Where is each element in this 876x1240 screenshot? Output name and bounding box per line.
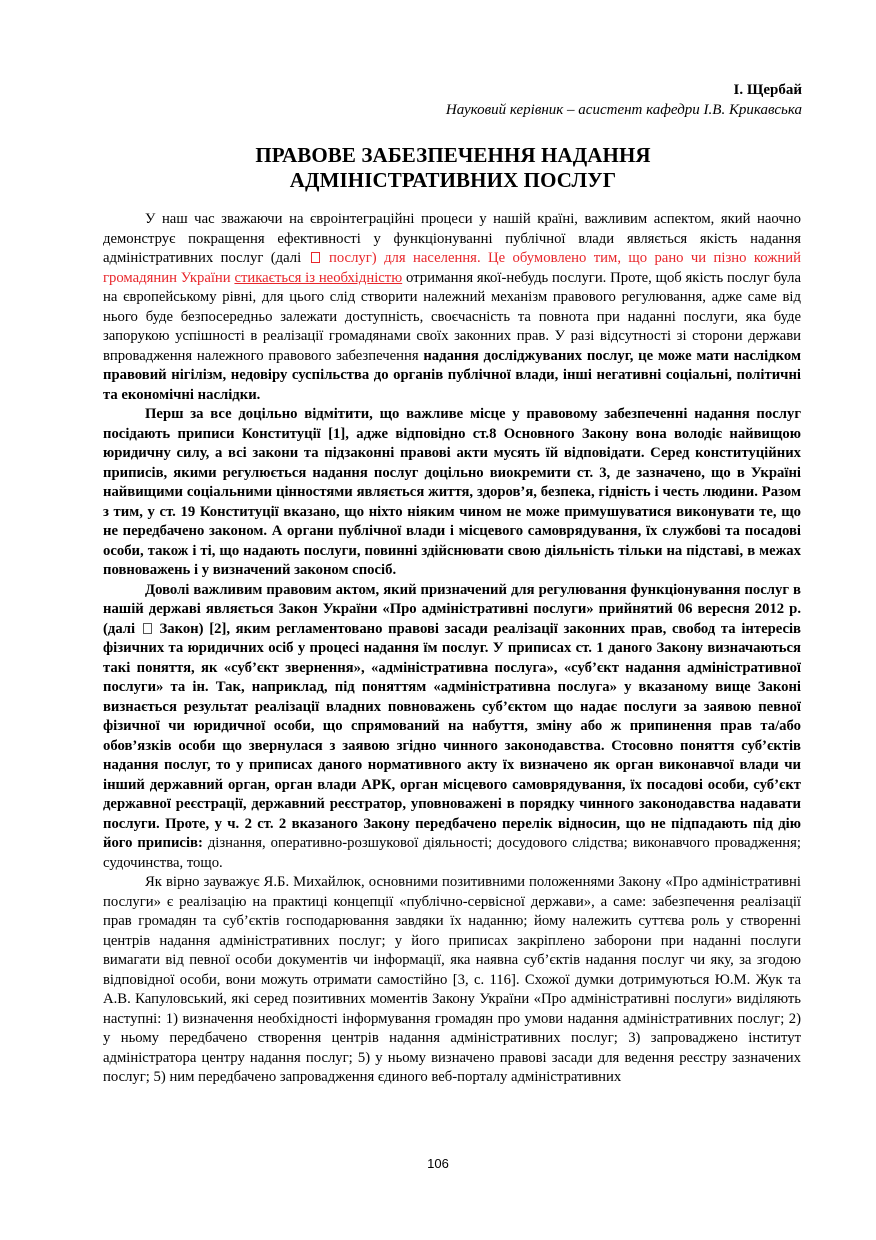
- missing-glyph-icon: [143, 623, 152, 634]
- paragraph-4: Як вірно зауважує Я.Б. Михайлюк, основними позитивними положеннями Закону «Про адміністративні послуги» є реалізацію на практиці концепції «публічно-сервісної держави», а саме: забезпечення реалізації прав громадян та суб’єктів господарювання завдяки їх наданню; йому належить суттєва роль у створенні центрів надання адміністративних послуг; у його приписах закріплено заборони при наданні послуги вимагати від певної особи документів чи інформації, яка наявна суб’єктів надання послуг чи яку, за згодою відповідної особи, вони можуть отримати самостійно [3, с. 116]. Схожої думки дотримуються Ю.М. Жук та А.В. Капуловський, які серед позитивних моментів Закону України «Про адміністративні послуги» виділяють наступні: 1) визначення необхідності інформування громадян про умови надання адміністративних послуг; 2) у ньому передбачено створення центрів надання адміністративних послуг; 3) запроваджено інститут адміністратора центру надання послуг; 5) у ньому визначено правові засади для ведення реєстру зазначених послуг; 5) ним передбачено запровадження єдиного веб-порталу адміністративних: [103, 874, 801, 1085]
- p1-text-d: отримання якої-небудь послуги. Проте, щоб якість послуг була на європейському рівні, для цього слід створити належний механізм правового регулювання, адже саме від нього буде безпосередньо залежати доступність, своєчасність та повнота при наданні послуги, яка буде запорукою успішності в реалізації громадянами своїх законних прав. У разі відсутності зі сторони держави впровадження належного правового забезпечення: [103, 269, 801, 364]
- p3-text-c: дізнання, оперативно-розшукової діяльності; досудового слідства; виконавчого провадження; судочинства, тощо.: [103, 835, 801, 871]
- p1-text-b: послуг) для населення. Це обумовлено тим, що рано чи пізно кожний громадянин України: [103, 250, 801, 286]
- p1-text-c: стикається із необхідністю: [234, 269, 403, 286]
- paragraph-2: Перш за все доцільно відмітити, що важливе місце у правовому забезпеченні надання послуг посідають приписи Конституції [1], адже відповідно ст.8 Основного Закону вона володіє найвищою юридичну силу, а всі закони та підзаконні правові акти мусять їй відповідати. Серед конституційних приписів, якими регулюється надання послуг доцільно виокремити ст. 3, де зазначено, що в Україні найвищими соціальними цінностями являється життя, здоров’я, безпека, гідність і честь людини. Разом з тим, у ст. 19 Конституції вказано, що ніхто ніяким чином не може примушуватися виконувати те, що не передбачено законом. А органи публічної влади і місцевого самоврядування, їх службові та посадові особи, також і ті, що надають послуги, повинні здійснювати свою діяльність тільки на підставі, в межах повноважень і у визначений законом спосіб.: [103, 406, 801, 578]
- p3-text-b: Закон) [2], яким регламентовано правові засади реалізації законних прав, свобод та інтересів фізичних та юридичних осіб у процесі надання їм послуг. У приписах ст. 1 даного Закону визначаються такі поняття, як «суб’єкт звернення», «адміністративна послуга», «суб’єкт надання адміністративної послуги» та ін. Так, наприклад, під поняттям «адміністративна послуга» у вказаному вище Законі визнається результат реалізації владних повноважень суб’єктом що надає послуги за заявою певної фізичної чи юридичної особи, що спрямований на набуття, зміну або ж припинення прав та/або обов’язків особи що звернулася з заявою згідно чинного законодавства. Стосовно поняття суб’єктів надання послуг, то у приписах даного нормативного акту їх визначено як орган виконавчої влади чи інший державний орган, орган влади АРК, орган місцевого самоврядування, їх посадові особи, суб’єкт державної реєстрації, державний реєстратор, уповноважені в порядку чинного законодавства надавати послуги. Проте, у ч. 2 ст. 2 вказаного Закону передбачено перелік відносин, що не підпадають під дію його приписів:: [103, 620, 801, 851]
- scientific-advisor: Науковий керівник – асистент кафедри І.В. Крикавська: [445, 102, 802, 118]
- p1-text-a: У наш час зважаючи на євроінтеграційні процеси у нашій країні, важливим аспектом, який наочно демонструє покращення ефективності у функціонуванні публічної влади являється якість надання адміністративних послуг (далі: [103, 211, 801, 266]
- article-body: [103, 210, 801, 1088]
- missing-glyph-icon: [311, 252, 320, 263]
- title-line-2: АДМІНІСТРАТИВНИХ ПОСЛУГ: [289, 168, 617, 192]
- p1-text-e: надання досліджуваних послуг, це може мати наслідком правовий нігілізм, недовіру суспільства до органів публічної влади, інші негативні соціальні, політичні та економічні наслідки.: [103, 347, 802, 403]
- author-name: І. Щербай: [733, 82, 802, 98]
- p3-text-a: Доволі важливим правовим актом, який призначений для регулювання функціонування послуг в нашій державі являється Закон України «Про адміністративні послуги» прийнятий 06 вересня 2012 р. (далі: [103, 581, 801, 637]
- paragraph-1: [103, 210, 801, 405]
- article-title: [0, 143, 876, 193]
- page-number: 106: [427, 1156, 449, 1171]
- paragraph-3: [103, 581, 801, 874]
- title-line-1: ПРАВОВЕ ЗАБЕЗПЕЧЕННЯ НАДАННЯ: [255, 143, 651, 167]
